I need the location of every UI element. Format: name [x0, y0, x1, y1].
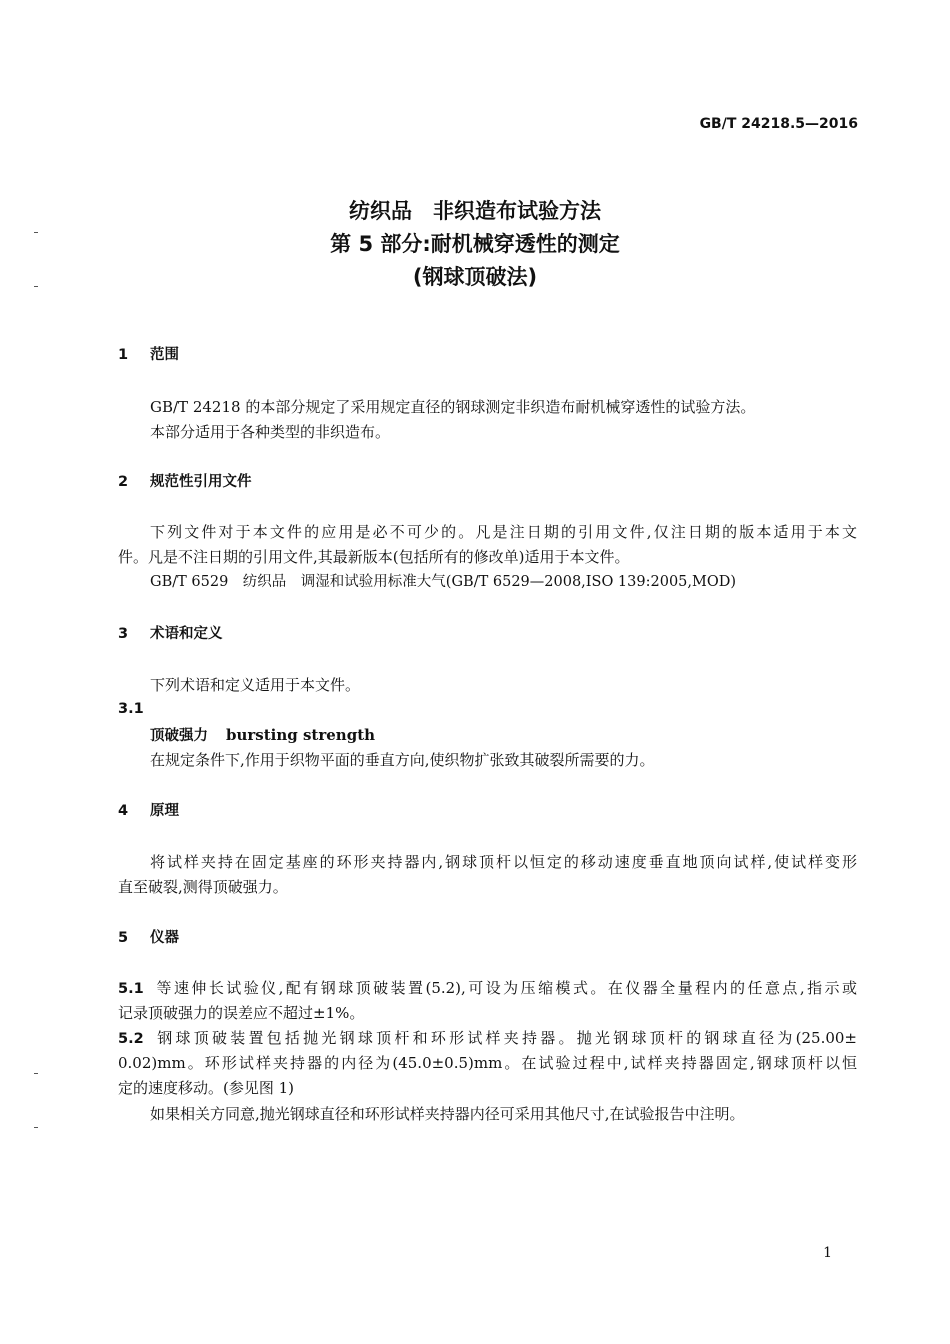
term-english: bursting strength — [226, 726, 376, 744]
title-line-2: 第 5 部分:耐机械穿透性的测定 — [330, 232, 620, 256]
paragraph-line: 钢球顶破装置包括抛光钢球顶杆和环形试样夹持器。抛光钢球顶杆的钢球直径为(25.00± — [154, 1029, 857, 1047]
paragraph-line: 记录顶破强力的误差应不超过±1%。 — [118, 1004, 365, 1022]
paragraph-line: 直至破裂,测得顶破强力。 — [118, 878, 288, 896]
section-title: 原理 — [150, 803, 179, 819]
section-number: 5 — [118, 930, 129, 946]
term-chinese: 顶破强力 — [150, 728, 208, 744]
paragraph-line: 0.02)mm。环形试样夹持器的内径为(45.0±0.5)mm。在试验过程中,试样夹持器固定,钢球顶杆以恒 — [118, 1054, 857, 1072]
section-title: 仪器 — [150, 930, 179, 946]
scan-mark — [34, 1127, 38, 1128]
subclause-number: 3.1 — [118, 701, 144, 717]
clause-5-2 — [118, 1028, 857, 1049]
paragraph-line: 件。凡是不注日期的引用文件,其最新版本(包括所有的修改单)适用于本文件。 — [118, 548, 630, 566]
section-number: 3 — [118, 626, 129, 642]
section-number: 2 — [118, 474, 129, 490]
page-number: 1 — [823, 1245, 832, 1261]
paragraph-line: GB/T 24218 的本部分规定了采用规定直径的钢球测定非织造布耐机械穿透性的试验方法。 — [150, 398, 756, 416]
section-title: 术语和定义 — [150, 626, 223, 642]
section-number: 1 — [118, 347, 129, 363]
paragraph-line: 本部分适用于各种类型的非织造布。 — [150, 423, 391, 441]
section-4-heading — [118, 801, 179, 821]
section-2-heading — [118, 472, 252, 492]
clause-number: 5.1 — [118, 981, 144, 997]
standard-code: GB/T 24218.5—2016 — [699, 116, 858, 132]
section-1-heading — [118, 345, 179, 365]
title-line-3: (钢球顶破法) — [412, 265, 538, 289]
paragraph-line: 将试样夹持在固定基座的环形夹持器内,钢球顶杆以恒定的移动速度垂直地顶向试样,使试样变形 — [150, 853, 857, 871]
section-number: 4 — [118, 803, 129, 819]
paragraph-line: 定的速度移动。(参见图 1) — [118, 1079, 295, 1097]
term-definition: 在规定条件下,作用于织物平面的垂直方向,使织物扩张致其破裂所需要的力。 — [150, 751, 655, 769]
section-title: 范围 — [150, 347, 179, 363]
paragraph-line: 下列文件对于本文件的应用是必不可少的。凡是注日期的引用文件,仅注日期的版本适用于本文 — [150, 523, 857, 541]
paragraph-line: 如果相关方同意,抛光钢球直径和环形试样夹持器内径可采用其他尺寸,在试验报告中注明。 — [150, 1105, 745, 1123]
title-line-1: 纺织品 非织造布试验方法 — [349, 199, 601, 223]
paragraph-line: 下列术语和定义适用于本文件。 — [150, 676, 361, 694]
section-3-heading — [118, 624, 223, 644]
section-title: 规范性引用文件 — [150, 474, 252, 490]
clause-5-1 — [118, 978, 857, 999]
paragraph-line: 等速伸长试验仪,配有钢球顶破装置(5.2),可设为压缩模式。在仪器全量程内的任意点,指示或 — [154, 979, 857, 997]
reference-item: GB/T 6529 纺织品 调湿和试验用标准大气(GB/T 6529—2008,ISO 139:2005,MOD) — [150, 574, 737, 590]
term-entry — [150, 725, 375, 746]
clause-number: 5.2 — [118, 1031, 144, 1047]
scan-mark — [34, 1073, 38, 1074]
section-5-heading — [118, 928, 179, 948]
